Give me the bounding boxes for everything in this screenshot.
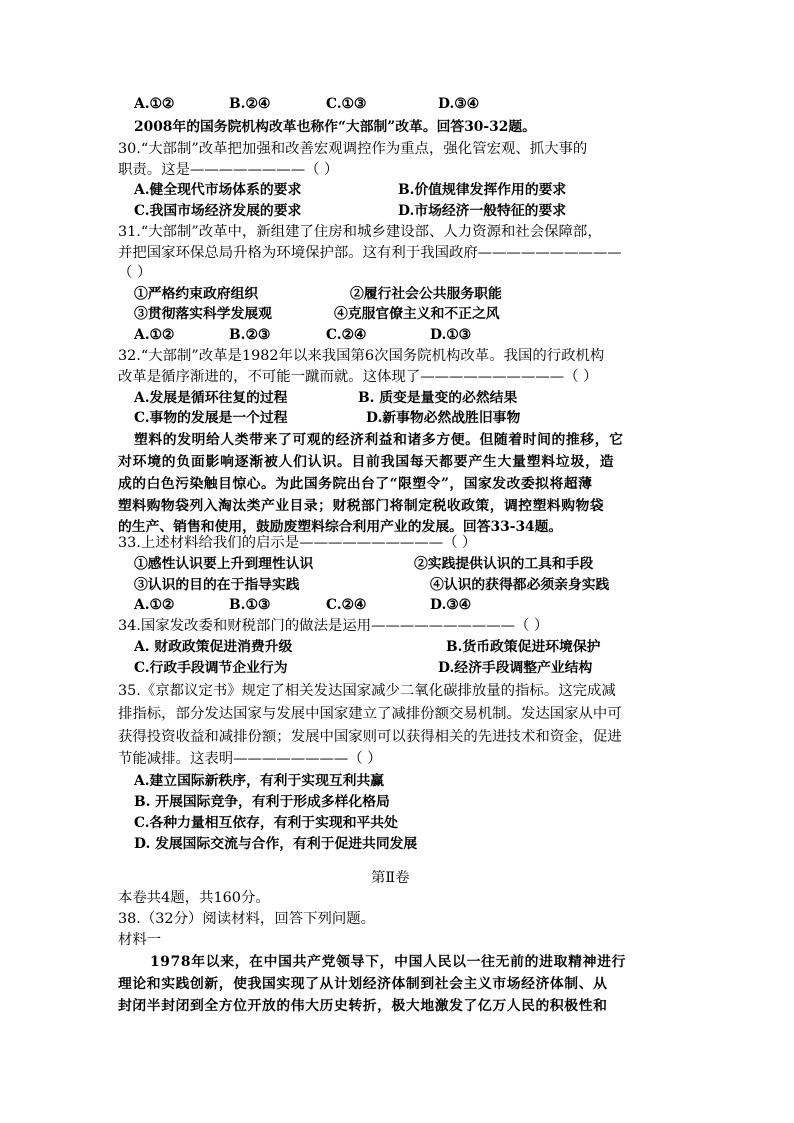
question-34: 34.国家发改委和财税部门的做法是运用——————————（ ）	[118, 618, 549, 634]
option-b: B.①③	[229, 597, 271, 613]
option-row	[0, 284, 794, 304]
statement-3: ③认识的目的在于指导实践	[134, 577, 300, 593]
question-30-line1: 30.“大部制”改革把加强和改善宏观调控作为重点，强化管宏观、抓大事的	[118, 141, 588, 157]
question-35-line3: 获得投资收益和减排份额；发展中国家则可以获得相关的先进技术和资金，促进	[118, 729, 622, 745]
option-c: C.②④	[326, 597, 367, 613]
option-b: B.②③	[229, 327, 271, 343]
statement-1: ①严格约束政府组织	[134, 286, 259, 302]
option-b: B.②④	[229, 96, 271, 112]
material-one-label: 材料一	[118, 932, 162, 948]
option-d: D. 发展国际交流与合作，有利于促进共同发展	[134, 836, 418, 852]
option-c: C.②④	[326, 327, 367, 343]
section-title: 第Ⅱ卷	[371, 870, 410, 886]
option-d: D.市场经济一般特征的要求	[398, 203, 567, 219]
material-plastic-line1: 塑料的发明给人类带来了可观的经济利益和诸多方便。但随着时间的推移，它	[134, 432, 624, 448]
statement-2: ②履行社会公共服务职能	[350, 286, 502, 302]
option-a: A.健全现代市场体系的要求	[134, 182, 302, 198]
question-31-line1: 31.“大部制”改革中，新组建了住房和城乡建设部、人力资源和社会保障部，	[118, 224, 602, 240]
option-a: A.发展是循环往复的过程	[134, 390, 288, 406]
option-d: D.新事物必然战胜旧事物	[366, 410, 521, 426]
material-one-line2: 理论和实践创新，使我国实现了从计划经济体制到社会主义市场经济体制、从	[118, 976, 608, 992]
option-b: B. 质变是量变的必然结果	[358, 390, 518, 406]
option-row	[0, 325, 794, 345]
option-a: A.①②	[134, 327, 175, 343]
question-33: 33.上述材料给我们的启示是——————————（ ）	[118, 535, 477, 551]
option-d: D.③④	[438, 96, 480, 112]
statement-4: ④认识的获得都必须亲身实践	[430, 577, 610, 593]
option-row	[0, 554, 794, 574]
option-row	[0, 408, 794, 428]
question-38: 38.（32分）阅读材料，回答下列问题。	[118, 911, 376, 927]
section-note: 本卷共4题，共160分。	[118, 890, 270, 906]
option-c: C.行政手段调节企业行为	[134, 660, 288, 676]
option-row	[0, 575, 794, 595]
question-30-line2: 职责。这是————————（ ）	[118, 162, 339, 178]
option-c: C.各种力量相互依存，有利于实现和平共处	[134, 815, 398, 831]
material-plastic-line2: 对环境的负面影响逐渐被人们认识。目前我国每天都要产生大量塑料垃圾，造	[118, 454, 615, 470]
option-b: B.价值规律发挥作用的要求	[398, 182, 567, 198]
option-a: A.①②	[134, 96, 175, 112]
question-35-line4: 节能减排。这表明————————（ ）	[118, 751, 382, 767]
statement-3: ③贯彻落实科学发展观	[134, 306, 272, 322]
option-row	[0, 94, 794, 114]
option-a: A.建立国际新秩序，有利于实现互利共赢	[134, 773, 385, 789]
question-31-line3: （ ）	[118, 265, 152, 281]
question-32-line2: 改革是循序渐进的，不可能一蹴而就。这体现了——————————（ ）	[118, 369, 598, 385]
material-plastic-line4: 塑料购物袋列入淘汰类产业目录；财税部门将制定税收政策，调控塑料购物袋	[118, 498, 605, 514]
option-row	[0, 388, 794, 408]
question-35-line2: 排指标，部分发达国家与发展中国家建立了减排份额交易机制。发达国家从中可	[118, 706, 622, 722]
statement-2: ②实践提供认识的工具和手段	[414, 556, 594, 572]
option-c: C.我国市场经济发展的要求	[134, 203, 302, 219]
question-31-line2: 并把国家环保总局升格为环境保护部。这有利于我国政府——————————	[118, 245, 622, 261]
option-b: B.货币政策促进环境保护	[446, 639, 601, 655]
option-row	[0, 637, 794, 657]
option-a: A. 财政政策促进消费升级	[134, 639, 293, 655]
statement-4: ④克服官僚主义和不正之风	[334, 306, 500, 322]
statement-1: ①感性认识要上升到理性认识	[134, 556, 314, 572]
material-one-line1: 1978年以来，在中国共产党领导下，中国人民以一往无前的进取精神进行	[150, 954, 627, 970]
option-d: D.①③	[430, 327, 472, 343]
option-c: C.事物的发展是一个过程	[134, 410, 288, 426]
option-row	[0, 595, 794, 615]
question-35-line1: 35.《京都议定书》规定了相关发达国家减少二氧化碳排放量的指标。这完成减	[118, 683, 616, 699]
option-row	[0, 201, 794, 221]
material-one-line3: 封闭半封闭到全方位开放的伟大历史转折，极大地激发了亿万人民的积极性和	[118, 998, 608, 1014]
material-plastic-line5: 的生产、销售和使用，鼓励废塑料综合利用产业的发展。回答33-34题。	[118, 519, 563, 535]
option-b: B. 开展国际竞争，有利于形成多样化格局	[134, 794, 390, 810]
option-d: D.经济手段调整产业结构	[438, 660, 593, 676]
option-c: C.①③	[326, 96, 367, 112]
option-d: D.③④	[430, 597, 472, 613]
option-row	[0, 180, 794, 200]
option-row	[0, 304, 794, 324]
question-32-line1: 32.“大部制”改革是1982年以来我国第6次国务院机构改革。我国的行政机构	[118, 348, 605, 364]
option-a: A.①②	[134, 597, 175, 613]
option-row	[0, 658, 794, 678]
material-plastic-line3: 成的白色污染触目惊心。为此国务院出台了“限塑令”，国家发改委拟将超薄	[118, 476, 593, 492]
material-intro-30-32: 2008年的国务院机构改革也称作“大部制”改革。回答30-32题。	[134, 119, 536, 135]
